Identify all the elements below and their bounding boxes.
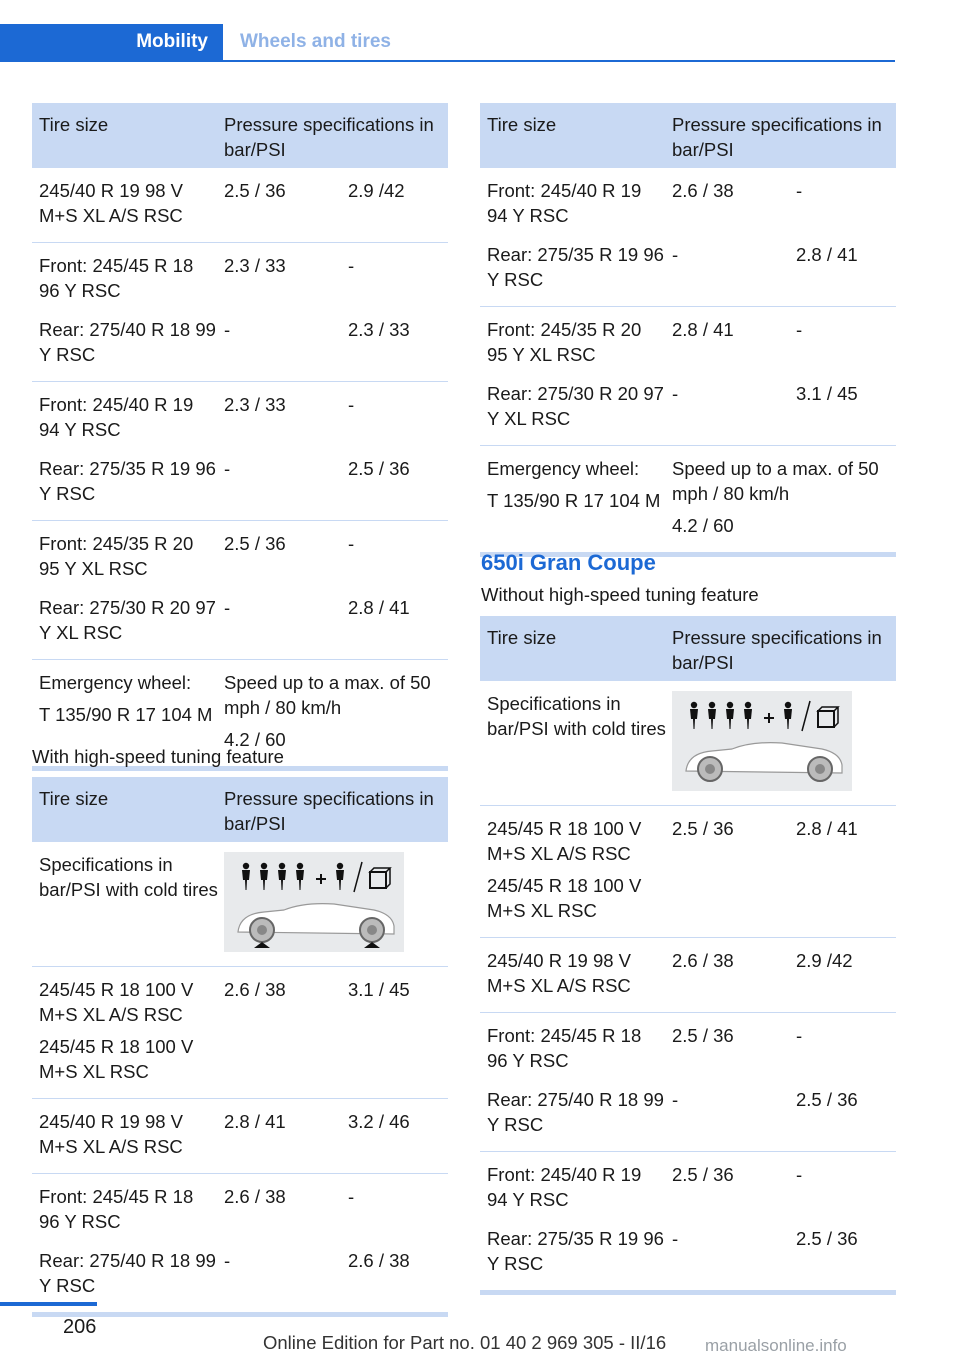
table-row [480, 1152, 896, 1295]
pressure-a: - [672, 244, 679, 265]
pressure-a: 2.6 / 38 [224, 979, 286, 1000]
tire-size: Front: 245/45 R 18 96 Y RSC [39, 255, 194, 301]
tire-size: Rear: 275/35 R 19 96 Y RSC [487, 244, 664, 290]
table-header [32, 777, 448, 842]
pressure-b: 3.2 / 46 [348, 1111, 410, 1132]
table-row [32, 967, 448, 1099]
pressure-b: - [348, 255, 355, 276]
table-row [32, 842, 448, 967]
emergency-note: Speed up to a max. of 50 mph / 80 km/h [224, 672, 431, 718]
table-row [480, 806, 896, 938]
emergency-label: Emergency wheel: [39, 672, 192, 693]
tire-size: Rear: 275/30 R 20 97 Y XL RSC [487, 383, 664, 429]
pressure-a: - [224, 597, 231, 618]
pressure-a: 2.3 / 33 [224, 255, 286, 276]
footer-rule [0, 1302, 97, 1306]
emergency-pressure: 4.2 / 60 [672, 515, 734, 536]
pressure-a: 2.5 / 36 [224, 180, 286, 201]
pressure-a: 2.3 / 33 [224, 394, 286, 415]
subheading-high-speed: With high-speed tuning feature [32, 746, 284, 767]
tire-size: Front: 245/45 R 18 96 Y RSC [39, 1186, 194, 1232]
pressure-table-left-1 [32, 103, 448, 771]
pressure-b: 2.8 / 41 [796, 818, 858, 839]
pressure-a: 2.5 / 36 [672, 818, 734, 839]
pressure-b: 2.6 / 38 [348, 1250, 410, 1271]
tire-size: Rear: 275/40 R 18 99 Y RSC [39, 1250, 216, 1296]
load-pictogram [672, 691, 852, 791]
col-pressure: Pressure specifications in bar/PSI [672, 114, 882, 160]
tire-size: 245/40 R 19 98 V M+S XL A/S RSC [39, 180, 183, 226]
tire-size: 245/45 R 18 100 V M+S XL A/S RSC [39, 979, 194, 1025]
tire-size: Front: 245/40 R 19 94 Y RSC [487, 1164, 642, 1210]
pressure-b: - [796, 319, 803, 340]
pressure-b: - [796, 180, 803, 201]
pressure-b: 2.5 / 36 [796, 1089, 858, 1110]
col-pressure: Pressure specifications in bar/PSI [224, 114, 434, 160]
pressure-a: 2.5 / 36 [672, 1164, 734, 1185]
pressure-b: 2.8 / 41 [796, 244, 858, 265]
tire-size-alt: 245/45 R 18 100 V M+S XL RSC [39, 1036, 194, 1082]
pressure-a: - [224, 458, 231, 479]
pressure-a: - [672, 1228, 679, 1249]
table-row [32, 382, 448, 521]
tire-size: 245/40 R 19 98 V M+S XL A/S RSC [487, 950, 631, 996]
table-row [480, 1013, 896, 1152]
pressure-b: 2.5 / 36 [348, 458, 410, 479]
table-row [480, 168, 896, 307]
car-load-icon [672, 691, 852, 791]
section-tab: Mobility [0, 24, 223, 60]
tire-size: Rear: 275/30 R 20 97 Y XL RSC [39, 597, 216, 643]
tire-size: Front: 245/40 R 19 94 Y RSC [487, 180, 642, 226]
col-pressure: Pressure specifications in bar/PSI [224, 788, 434, 834]
tire-size: Rear: 275/40 R 18 99 Y RSC [487, 1089, 664, 1135]
pressure-a: 2.5 / 36 [672, 1025, 734, 1046]
pressure-table-right-1 [480, 103, 896, 557]
col-tire-size: Tire size [487, 114, 557, 135]
table-row [32, 1174, 448, 1317]
table-header [480, 616, 896, 681]
pressure-a: - [672, 383, 679, 404]
table-row [480, 307, 896, 446]
pressure-b: - [348, 1186, 355, 1207]
pressure-b: 3.1 / 45 [796, 383, 858, 404]
emergency-wheel-row [480, 446, 896, 557]
page-header [0, 24, 895, 62]
edition-note: Online Edition for Part no. 01 40 2 969 305 - II/16 [263, 1332, 667, 1353]
tire-size: Rear: 275/40 R 18 99 Y RSC [39, 319, 216, 365]
table-header [480, 103, 896, 168]
pressure-a: 2.6 / 38 [224, 1186, 286, 1207]
pressure-b: 2.3 / 33 [348, 319, 410, 340]
emergency-note: Speed up to a max. of 50 mph / 80 km/h [672, 458, 879, 504]
tire-size: 245/40 R 19 98 V M+S XL A/S RSC [39, 1111, 183, 1157]
col-pressure: Pressure specifications in bar/PSI [672, 627, 882, 673]
table-row [32, 243, 448, 382]
tire-size: Front: 245/35 R 20 95 Y XL RSC [487, 319, 642, 365]
spec-label: Specifications in bar/PSI with cold tires [487, 693, 666, 739]
emergency-label: Emergency wheel: [487, 458, 640, 479]
tire-size-alt: 245/45 R 18 100 V M+S XL RSC [487, 875, 642, 921]
pressure-b: 3.1 / 45 [348, 979, 410, 1000]
page-number: 206 [63, 1316, 97, 1338]
pressure-a: - [224, 319, 231, 340]
col-tire-size: Tire size [487, 627, 557, 648]
tire-size: Front: 245/45 R 18 96 Y RSC [487, 1025, 642, 1071]
pressure-table-left-2 [32, 777, 448, 1317]
pressure-b: 2.8 / 41 [348, 597, 410, 618]
spec-label: Specifications in bar/PSI with cold tires [39, 854, 218, 900]
model-heading: 650i Gran Coupe [481, 550, 656, 575]
subsection-title: Wheels and tires [240, 31, 391, 52]
pressure-a: 2.6 / 38 [672, 180, 734, 201]
subheading-no-high-speed: Without high-speed tuning feature [481, 584, 759, 605]
pressure-table-right-2 [480, 616, 896, 1295]
table-row [32, 1099, 448, 1174]
tire-size: Rear: 275/35 R 19 96 Y RSC [39, 458, 216, 504]
table-row [32, 168, 448, 243]
pressure-b: - [796, 1164, 803, 1185]
watermark: manualsonline.info [705, 1336, 847, 1355]
tire-size: 245/45 R 18 100 V M+S XL A/S RSC [487, 818, 642, 864]
col-tire-size: Tire size [39, 114, 109, 135]
emergency-size: T 135/90 R 17 104 M [39, 704, 213, 725]
car-load-icon [224, 852, 404, 952]
tire-size: Rear: 275/35 R 19 96 Y RSC [487, 1228, 664, 1274]
pressure-a: 2.5 / 36 [224, 533, 286, 554]
emergency-size: T 135/90 R 17 104 M [487, 490, 661, 511]
pressure-a: - [224, 1250, 231, 1271]
table-row [480, 681, 896, 806]
pressure-b: 2.9 /42 [348, 180, 405, 201]
pressure-a: 2.8 / 41 [224, 1111, 286, 1132]
pressure-a: 2.6 / 38 [672, 950, 734, 971]
pressure-a: 2.8 / 41 [672, 319, 734, 340]
pressure-b: - [348, 394, 355, 415]
table-header [32, 103, 448, 168]
tire-size: Front: 245/35 R 20 95 Y XL RSC [39, 533, 194, 579]
col-tire-size: Tire size [39, 788, 109, 809]
emergency-pressure: 4.2 / 60 [224, 729, 286, 750]
pressure-b: - [796, 1025, 803, 1046]
pressure-b: - [348, 533, 355, 554]
table-row [480, 938, 896, 1013]
pressure-a: - [672, 1089, 679, 1110]
table-row [32, 521, 448, 660]
tire-size: Front: 245/40 R 19 94 Y RSC [39, 394, 194, 440]
pressure-b: 2.9 /42 [796, 950, 853, 971]
load-pictogram [224, 852, 404, 952]
pressure-b: 2.5 / 36 [796, 1228, 858, 1249]
